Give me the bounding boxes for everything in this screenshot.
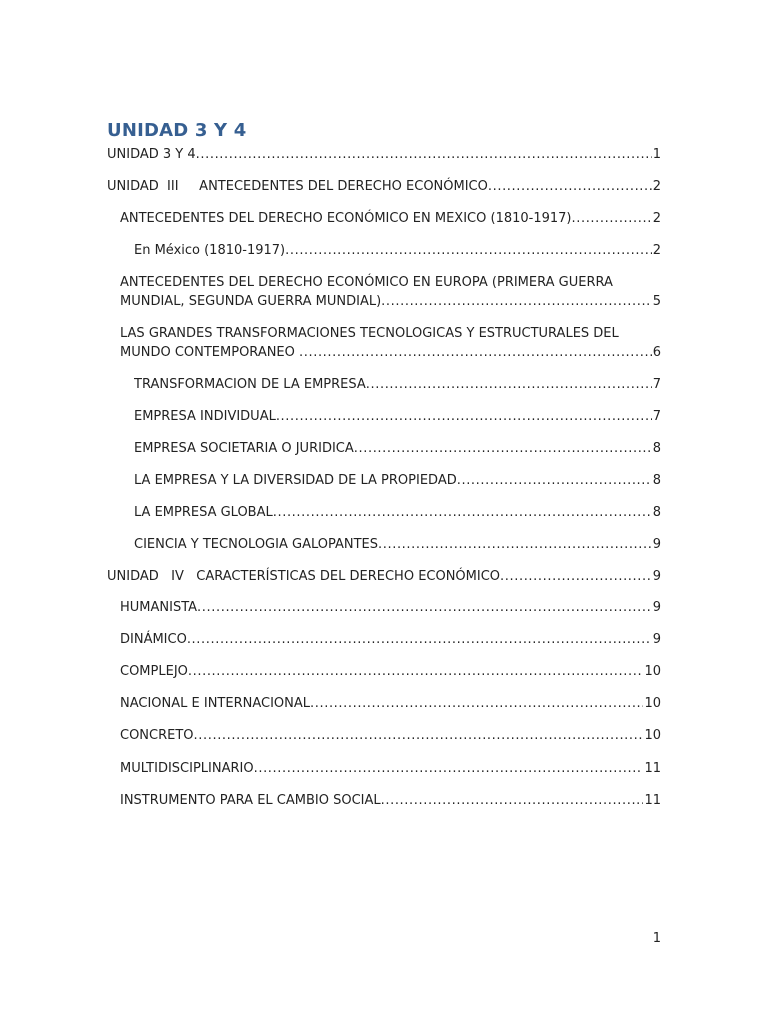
toc-entry-empresa-individual[interactable] [134, 407, 661, 426]
toc-entry-title: TRANSFORMACION DE LA EMPRESA [134, 377, 366, 392]
toc-entry-title: UNIDAD III ANTECEDENTES DEL DERECHO ECONÓMICO [107, 179, 488, 194]
toc-entry-unidad-iii[interactable] [107, 177, 661, 196]
dot-leader [354, 439, 652, 458]
toc-entry-page: 9 [652, 537, 661, 552]
toc-entry-grandes-transformaciones[interactable] [120, 324, 661, 362]
dot-leader [187, 630, 652, 649]
toc-entry-page: 6 [652, 345, 661, 360]
toc-entry-page: 2 [652, 211, 661, 226]
toc-entry-page: 2 [652, 243, 661, 258]
toc-entry-page: 10 [644, 728, 661, 743]
toc-entry-page: 9 [652, 600, 661, 615]
toc-entry-title: HUMANISTA [120, 600, 198, 615]
toc-entry-unidad-3-y-4[interactable] [107, 145, 661, 164]
dot-leader [457, 471, 652, 490]
toc-entry-page: 5 [652, 294, 661, 309]
toc-entry-title: MULTIDISCIPLINARIO [120, 761, 254, 776]
toc-entry-antecedentes-mexico[interactable] [120, 209, 661, 228]
dot-leader [254, 759, 644, 778]
toc-entry-concreto[interactable] [120, 726, 661, 745]
dot-leader [381, 292, 652, 311]
toc-entry-page: 7 [652, 409, 661, 424]
dot-leader [188, 662, 644, 681]
toc-entry-humanista[interactable] [120, 598, 661, 617]
toc-entry-page: 11 [644, 793, 661, 808]
dot-leader [500, 567, 652, 586]
toc-entry-title: LA EMPRESA GLOBAL [134, 505, 273, 520]
toc-entry-title-line1: LAS GRANDES TRANSFORMACIONES TECNOLOGICAS Y ESTRUCTURALES DEL [120, 326, 619, 341]
toc-entry-page: 1 [652, 147, 661, 162]
dot-leader [194, 726, 644, 745]
toc-entry-page: 10 [644, 664, 661, 679]
toc-entry-title: CONCRETO [120, 728, 194, 743]
toc-entry-antecedentes-europa[interactable] [120, 273, 661, 311]
toc-entry-empresa-global[interactable] [134, 503, 661, 522]
toc-entry-transformacion-empresa[interactable] [134, 375, 661, 394]
toc-entry-complejo[interactable] [120, 662, 661, 681]
toc-entry-page: 7 [652, 377, 661, 392]
toc-entry-title: DINÁMICO [120, 632, 187, 647]
dot-leader [276, 407, 652, 426]
dot-leader [197, 598, 652, 617]
toc-entry-title-line1: ANTECEDENTES DEL DERECHO ECONÓMICO EN EUROPA (PRIMERA GUERRA [120, 275, 613, 290]
dot-leader [381, 791, 644, 810]
toc-entry-title-line2: MUNDIAL, SEGUNDA GUERRA MUNDIAL) [120, 294, 382, 309]
toc-entry-title: UNIDAD IV CARACTERÍSTICAS DEL DERECHO ECONÓMICO [107, 569, 501, 584]
toc-entry-page: 8 [652, 441, 661, 456]
toc-entry-page: 8 [652, 473, 661, 488]
toc-entry-title-line2: MUNDO CONTEMPORANEO [120, 345, 300, 360]
dot-leader [488, 177, 652, 196]
toc-entry-page: 8 [652, 505, 661, 520]
dot-leader [378, 535, 652, 554]
dot-leader [285, 241, 652, 260]
toc-entry-page: 10 [644, 696, 661, 711]
toc-entry-title: COMPLEJO [120, 664, 188, 679]
toc-entry-title: ANTECEDENTES DEL DERECHO ECONÓMICO EN MEXICO (1810-1917) [120, 211, 572, 226]
toc-entry-nacional-internacional[interactable] [120, 694, 661, 713]
toc-entry-page: 11 [644, 761, 661, 776]
toc-entry-title: EMPRESA SOCIETARIA O JURIDICA [134, 441, 354, 456]
dot-leader [572, 209, 652, 228]
toc-entry-ciencia-tecnologia[interactable] [134, 535, 661, 554]
toc-entry-title: NACIONAL E INTERNACIONAL [120, 696, 311, 711]
toc-entry-dinamico[interactable] [120, 630, 661, 649]
toc-entry-title: En México (1810-1917) [134, 243, 286, 258]
page-number: 1 [652, 931, 661, 946]
toc-heading: UNIDAD 3 Y 4 [107, 120, 247, 141]
toc-entry-title: LA EMPRESA Y LA DIVERSIDAD DE LA PROPIEDAD [134, 473, 457, 488]
toc-entry-page: 2 [652, 179, 661, 194]
toc-entry-multidisciplinario[interactable] [120, 759, 661, 778]
toc-entry-title: CIENCIA Y TECNOLOGIA GALOPANTES [134, 537, 379, 552]
dot-leader [299, 343, 652, 362]
toc-entry-empresa-diversidad[interactable] [134, 471, 661, 490]
dot-leader [196, 145, 652, 164]
toc-entry-empresa-societaria[interactable] [134, 439, 661, 458]
toc-entry-unidad-iv[interactable] [107, 567, 661, 586]
dot-leader [366, 375, 652, 394]
dot-leader [273, 503, 652, 522]
toc-entry-page: 9 [652, 569, 661, 584]
toc-entry-title: UNIDAD 3 Y 4 [107, 147, 196, 162]
toc-entry-instrumento-cambio-social[interactable] [120, 791, 661, 810]
toc-entry-en-mexico[interactable] [134, 241, 661, 260]
toc-entry-title: INSTRUMENTO PARA EL CAMBIO SOCIAL [120, 793, 381, 808]
toc-entry-page: 9 [652, 632, 661, 647]
toc-entry-title: EMPRESA INDIVIDUAL [134, 409, 276, 424]
dot-leader [310, 694, 643, 713]
